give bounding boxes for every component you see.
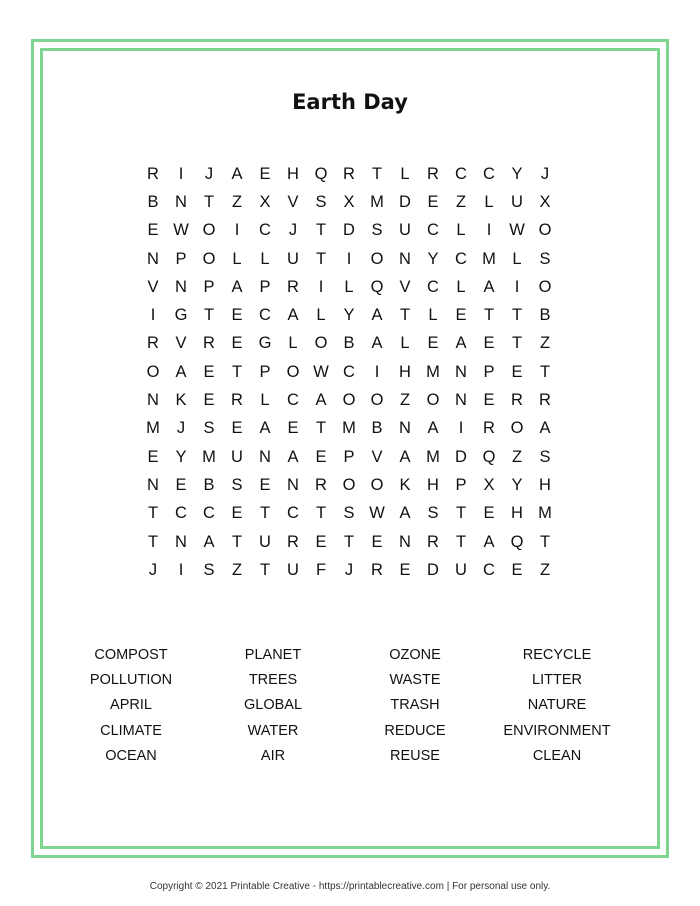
grid-row	[139, 386, 559, 414]
grid-letter: P	[483, 362, 495, 381]
grid-row	[139, 160, 559, 188]
grid-letter: N	[175, 532, 187, 551]
grid-letter: O	[538, 221, 552, 240]
grid-letter: J	[204, 164, 214, 183]
grid-row	[139, 528, 559, 556]
grid-letter: O	[370, 475, 384, 494]
grid-letter: N	[259, 447, 271, 466]
grid-letter: N	[147, 391, 159, 410]
grid-letter: I	[486, 221, 492, 240]
word-list-item: REUSE	[390, 747, 440, 764]
grid-letter: M	[482, 249, 496, 268]
grid-letter: T	[203, 192, 215, 211]
grid-letter: Y	[511, 164, 523, 183]
word-list	[60, 646, 640, 772]
grid-letter: O	[202, 249, 216, 268]
grid-letter: U	[259, 532, 271, 551]
grid-letter: I	[346, 249, 352, 268]
grid-letter: T	[539, 532, 551, 551]
grid-letter: V	[287, 192, 299, 211]
grid-letter: A	[175, 362, 187, 381]
grid-letter: O	[286, 362, 300, 381]
grid-letter: Y	[511, 475, 523, 494]
grid-letter: J	[176, 419, 186, 438]
grid-letter: U	[399, 221, 411, 240]
grid-letter: A	[259, 419, 271, 438]
grid-letter: N	[455, 362, 467, 381]
grid-letter: N	[287, 475, 299, 494]
grid-letter: D	[427, 560, 439, 579]
grid-letter: X	[259, 192, 271, 211]
grid-letter: Z	[511, 447, 523, 466]
grid-letter: Z	[231, 192, 243, 211]
grid-letter: E	[231, 504, 243, 523]
grid-letter: T	[343, 532, 355, 551]
grid-letter: R	[539, 391, 551, 410]
grid-letter: A	[427, 419, 439, 438]
grid-letter: A	[231, 277, 243, 296]
word-list-item: CLEAN	[532, 747, 582, 764]
grid-letter: T	[147, 532, 159, 551]
grid-letter: A	[203, 532, 215, 551]
grid-letter: H	[539, 475, 551, 494]
grid-letter: H	[427, 475, 439, 494]
grid-letter: L	[232, 249, 242, 268]
grid-letter: A	[231, 164, 243, 183]
grid-letter: R	[147, 334, 159, 353]
word-list-item: NATURE	[527, 697, 587, 714]
grid-letter: O	[342, 391, 356, 410]
grid-letter: L	[260, 391, 270, 410]
grid-letter: B	[371, 419, 383, 438]
grid-row	[139, 415, 559, 443]
grid-letter: A	[287, 306, 299, 325]
grid-letter: M	[202, 447, 216, 466]
grid-letter: D	[399, 192, 411, 211]
grid-row	[139, 358, 559, 386]
word-list-item: APRIL	[110, 697, 152, 714]
grid-letter: L	[456, 277, 466, 296]
grid-letter: X	[483, 475, 495, 494]
grid-letter: E	[483, 391, 495, 410]
grid-letter: O	[314, 334, 328, 353]
grid-letter: W	[509, 221, 525, 240]
grid-row	[139, 301, 559, 329]
grid-letter: E	[203, 362, 215, 381]
grid-letter: A	[483, 532, 495, 551]
grid-letter: L	[484, 192, 494, 211]
grid-letter: W	[313, 362, 329, 381]
grid-letter: T	[399, 306, 411, 325]
grid-letter: T	[231, 362, 243, 381]
grid-letter: Z	[455, 192, 467, 211]
grid-letter: U	[511, 192, 523, 211]
grid-letter: O	[538, 277, 552, 296]
grid-letter: Z	[231, 560, 243, 579]
grid-letter: O	[370, 391, 384, 410]
grid-letter: T	[315, 504, 327, 523]
grid-letter: J	[344, 560, 354, 579]
grid-letter: H	[511, 504, 523, 523]
grid-letter: L	[400, 164, 410, 183]
grid-letter: T	[539, 362, 551, 381]
grid-letter: C	[483, 164, 495, 183]
grid-letter: C	[427, 221, 439, 240]
grid-letter: E	[483, 504, 495, 523]
word-list-item: TRASH	[390, 697, 440, 714]
grid-letter: R	[315, 475, 327, 494]
grid-letter: Q	[510, 532, 524, 551]
grid-letter: I	[374, 362, 380, 381]
grid-letter: P	[203, 277, 215, 296]
grid-letter: Q	[482, 447, 496, 466]
grid-letter: E	[427, 334, 439, 353]
grid-letter: E	[511, 560, 523, 579]
grid-letter: C	[343, 362, 355, 381]
grid-letter: N	[175, 277, 187, 296]
grid-letter: T	[511, 306, 523, 325]
grid-letter: I	[150, 306, 156, 325]
grid-letter: W	[173, 221, 189, 240]
grid-letter: A	[483, 277, 495, 296]
grid-letter: V	[175, 334, 187, 353]
word-list-item: PLANET	[244, 647, 302, 663]
grid-letter: X	[343, 192, 355, 211]
grid-letter: K	[399, 475, 411, 494]
grid-letter: T	[259, 504, 271, 523]
word-list-item: OZONE	[389, 647, 441, 663]
grid-letter: T	[147, 504, 159, 523]
word-list-item: GLOBAL	[243, 697, 303, 714]
grid-letter: T	[371, 164, 383, 183]
word-list-item: RECYCLE	[522, 647, 592, 663]
grid-letter: J	[288, 221, 298, 240]
grid-letter: T	[203, 306, 215, 325]
grid-letter: N	[147, 249, 159, 268]
grid-letter: D	[343, 221, 355, 240]
grid-letter: Y	[343, 306, 355, 325]
grid-letter: A	[315, 391, 327, 410]
letter-grid	[139, 160, 559, 584]
grid-letter: C	[259, 306, 271, 325]
grid-row	[139, 471, 559, 499]
grid-row	[139, 443, 559, 471]
grid-row	[139, 330, 559, 358]
grid-letter: R	[483, 419, 495, 438]
grid-letter: S	[203, 560, 215, 579]
grid-letter: A	[371, 306, 383, 325]
grid-letter: E	[175, 475, 187, 494]
word-list-item: AIR	[260, 747, 286, 764]
grid-letter: M	[370, 192, 384, 211]
grid-letter: E	[259, 164, 271, 183]
grid-letter: Q	[314, 164, 328, 183]
word-list-item: POLLUTION	[89, 672, 173, 689]
grid-letter: Y	[175, 447, 187, 466]
grid-letter: R	[287, 277, 299, 296]
grid-letter: R	[343, 164, 355, 183]
grid-letter: H	[399, 362, 411, 381]
grid-letter: E	[371, 532, 383, 551]
page-title: Earth Day	[292, 90, 408, 114]
word-list-item: ENVIRONMENT	[503, 722, 611, 739]
word-list-item: CLIMATE	[100, 722, 162, 739]
grid-letter: B	[147, 192, 159, 211]
grid-letter: R	[427, 532, 439, 551]
grid-letter: Z	[539, 560, 551, 579]
grid-letter: T	[315, 419, 327, 438]
grid-letter: E	[455, 306, 467, 325]
grid-letter: I	[514, 277, 520, 296]
grid-letter: I	[178, 164, 184, 183]
grid-letter: E	[315, 447, 327, 466]
grid-letter: W	[369, 504, 385, 523]
grid-letter: E	[427, 192, 439, 211]
grid-letter: R	[371, 560, 383, 579]
grid-letter: G	[258, 334, 272, 353]
grid-letter: R	[287, 532, 299, 551]
grid-row	[139, 500, 559, 528]
grid-letter: O	[202, 221, 216, 240]
grid-letter: V	[371, 447, 383, 466]
word-list-item: TREES	[248, 672, 298, 689]
grid-letter: M	[426, 362, 440, 381]
grid-letter: I	[318, 277, 324, 296]
grid-letter: N	[399, 419, 411, 438]
grid-letter: O	[426, 391, 440, 410]
grid-row	[139, 556, 559, 584]
grid-letter: A	[539, 419, 551, 438]
grid-letter: R	[427, 164, 439, 183]
copyright-footer: Copyright © 2021 Printable Creative - https://printablecreative.com | For personal use only.	[149, 881, 551, 892]
grid-letter: L	[400, 334, 410, 353]
grid-letter: A	[371, 334, 383, 353]
grid-letter: C	[287, 504, 299, 523]
grid-letter: N	[399, 532, 411, 551]
grid-letter: C	[483, 560, 495, 579]
grid-letter: E	[315, 532, 327, 551]
grid-letter: E	[399, 560, 411, 579]
grid-letter: M	[146, 419, 160, 438]
grid-letter: H	[287, 164, 299, 183]
grid-letter: A	[399, 447, 411, 466]
grid-letter: N	[399, 249, 411, 268]
grid-letter: L	[344, 277, 354, 296]
grid-letter: S	[539, 447, 551, 466]
grid-letter: P	[175, 249, 187, 268]
grid-letter: N	[175, 192, 187, 211]
word-list-item: REDUCE	[384, 722, 446, 739]
grid-letter: L	[428, 306, 438, 325]
grid-letter: V	[399, 277, 411, 296]
grid-letter: L	[316, 306, 326, 325]
grid-letter: M	[538, 504, 552, 523]
grid-letter: B	[203, 475, 215, 494]
grid-letter: E	[147, 447, 159, 466]
grid-letter: E	[483, 334, 495, 353]
grid-letter: D	[455, 447, 467, 466]
grid-letter: C	[175, 504, 187, 523]
grid-letter: T	[483, 306, 495, 325]
grid-letter: R	[511, 391, 523, 410]
grid-row	[139, 188, 559, 216]
grid-letter: P	[259, 277, 271, 296]
grid-letter: K	[175, 391, 187, 410]
grid-letter: E	[287, 419, 299, 438]
grid-letter: V	[147, 277, 159, 296]
grid-letter: Y	[427, 249, 439, 268]
grid-letter: X	[539, 192, 551, 211]
grid-letter: A	[287, 447, 299, 466]
grid-letter: B	[539, 306, 551, 325]
grid-letter: S	[343, 504, 355, 523]
grid-letter: T	[315, 221, 327, 240]
grid-letter: O	[342, 475, 356, 494]
grid-letter: J	[148, 560, 158, 579]
grid-letter: Z	[399, 391, 411, 410]
grid-letter: J	[540, 164, 550, 183]
grid-letter: N	[147, 475, 159, 494]
grid-letter: R	[147, 164, 159, 183]
grid-letter: T	[315, 249, 327, 268]
grid-letter: E	[231, 334, 243, 353]
grid-row	[139, 273, 559, 301]
grid-letter: C	[455, 164, 467, 183]
grid-letter: N	[455, 391, 467, 410]
grid-letter: B	[343, 334, 355, 353]
grid-letter: L	[288, 334, 298, 353]
grid-letter: L	[512, 249, 522, 268]
grid-letter: A	[455, 334, 467, 353]
grid-letter: S	[371, 221, 383, 240]
grid-letter: O	[146, 362, 160, 381]
grid-letter: P	[343, 447, 355, 466]
grid-letter: L	[260, 249, 270, 268]
grid-letter: I	[458, 419, 464, 438]
grid-letter: E	[231, 419, 243, 438]
word-list-item: WASTE	[389, 672, 441, 689]
grid-letter: E	[203, 391, 215, 410]
grid-letter: C	[259, 221, 271, 240]
grid-letter: U	[287, 560, 299, 579]
grid-letter: S	[231, 475, 243, 494]
grid-row	[139, 217, 559, 245]
word-list-item: COMPOST	[94, 647, 168, 663]
grid-letter: L	[456, 221, 466, 240]
grid-letter: P	[259, 362, 271, 381]
grid-letter: C	[427, 277, 439, 296]
grid-letter: F	[315, 560, 327, 579]
grid-letter: T	[511, 334, 523, 353]
grid-letter: S	[539, 249, 551, 268]
grid-letter: A	[399, 504, 411, 523]
word-list-item: LITTER	[532, 672, 582, 689]
grid-letter: T	[231, 532, 243, 551]
grid-letter: U	[287, 249, 299, 268]
grid-letter: O	[510, 419, 524, 438]
grid-letter: Q	[370, 277, 384, 296]
grid-letter: O	[370, 249, 384, 268]
grid-letter: R	[231, 391, 243, 410]
grid-letter: S	[315, 192, 327, 211]
grid-letter: E	[147, 221, 159, 240]
word-list-item: OCEAN	[105, 747, 157, 764]
grid-letter: R	[203, 334, 215, 353]
grid-letter: C	[455, 249, 467, 268]
grid-letter: S	[427, 504, 439, 523]
grid-letter: T	[455, 504, 467, 523]
grid-letter: M	[426, 447, 440, 466]
grid-letter: I	[234, 221, 240, 240]
grid-letter: T	[259, 560, 271, 579]
grid-letter: C	[203, 504, 215, 523]
grid-letter: S	[203, 419, 215, 438]
grid-letter: I	[178, 560, 184, 579]
grid-letter: E	[259, 475, 271, 494]
grid-letter: U	[231, 447, 243, 466]
grid-letter: C	[287, 391, 299, 410]
grid-letter: T	[455, 532, 467, 551]
grid-letter: P	[455, 475, 467, 494]
grid-letter: Z	[539, 334, 551, 353]
word-list-item: WATER	[247, 722, 299, 739]
grid-letter: U	[455, 560, 467, 579]
grid-letter: E	[511, 362, 523, 381]
grid-letter: E	[231, 306, 243, 325]
grid-letter: M	[342, 419, 356, 438]
grid-letter: G	[174, 306, 188, 325]
grid-row	[139, 245, 559, 273]
